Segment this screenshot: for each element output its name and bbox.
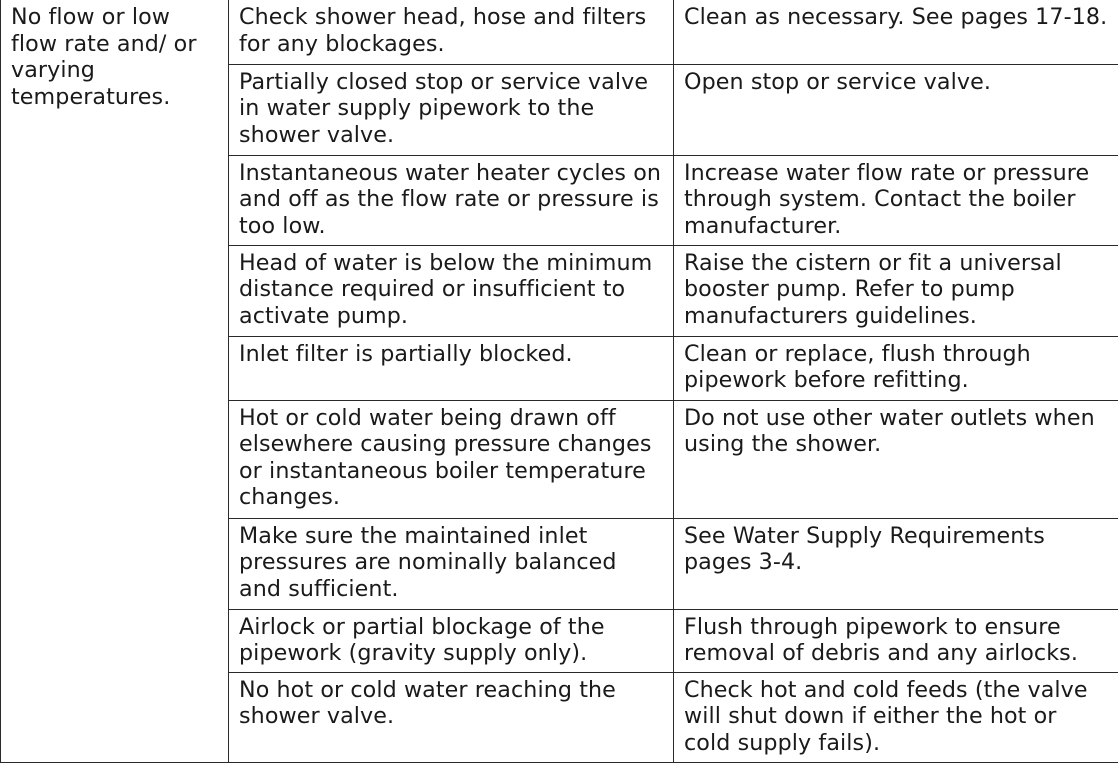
remedy-cell: Increase water flow rate or pressure through system. Contact the boiler manufacturer. (674, 155, 1118, 245)
remedy-cell: Check hot and cold feeds (the valve will shut down if either the hot or cold supply fails). (674, 672, 1118, 762)
symptom-cell: No flow or low flow rate and/ or varying temperatures. (1, 0, 229, 762)
cause-cell: Check shower head, hose and filters for any blockages. (229, 0, 674, 64)
remedy-cell: Flush through pipework to ensure removal of debris and any airlocks. (674, 609, 1118, 672)
cause-cell: Instantaneous water heater cycles on and off as the flow rate or pressure is too low. (229, 155, 674, 245)
cause-cell: Make sure the maintained inlet pressures are nominally balanced and sufficient. (229, 518, 674, 609)
cause-cell: No hot or cold water reaching the shower valve. (229, 672, 674, 762)
cause-cell: Partially closed stop or service valve in water supply pipework to the shower valve. (229, 64, 674, 155)
cause-cell: Hot or cold water being drawn off elsewhere causing pressure changes or instantaneous boiler temperature changes. (229, 400, 674, 518)
table-row (1, 0, 1118, 64)
remedy-cell: Clean as necessary. See pages 17-18. (674, 0, 1118, 64)
remedy-cell: Open stop or service valve. (674, 64, 1118, 155)
remedy-cell: Raise the cistern or fit a universal booster pump. Refer to pump manufacturers guidelines. (674, 245, 1118, 336)
remedy-cell: Clean or replace, flush through pipework before refitting. (674, 336, 1118, 400)
cause-cell: Inlet filter is partially blocked. (229, 336, 674, 400)
cause-cell: Head of water is below the minimum distance required or insufficient to activate pump. (229, 245, 674, 336)
remedy-cell: See Water Supply Requirements pages 3-4. (674, 518, 1118, 609)
remedy-cell: Do not use other water outlets when using the shower. (674, 400, 1118, 518)
cause-cell: Airlock or partial blockage of the pipework (gravity supply only). (229, 609, 674, 672)
